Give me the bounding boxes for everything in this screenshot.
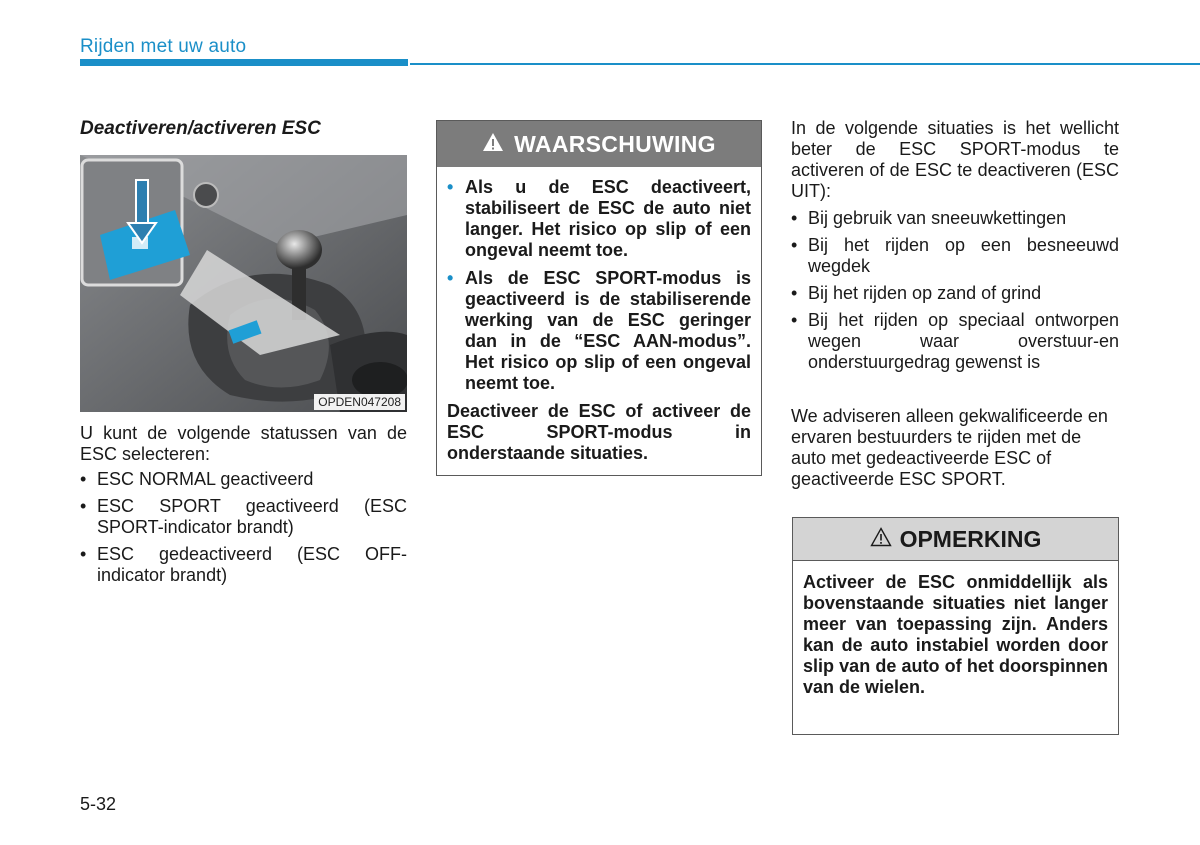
warning-triangle-icon bbox=[482, 131, 504, 158]
list-item: • Bij het rijden op speciaal ontworpen wegen waar overstuur-en onderstuurgedrag gewenst is bbox=[791, 310, 1119, 373]
warning-header bbox=[437, 121, 761, 167]
list-item: • ESC NORMAL geactiveerd bbox=[80, 469, 407, 490]
situations-list bbox=[791, 208, 1119, 379]
situations-intro: In de volgende situaties is het wellicht beter de ESC SPORT-modus te activeren of de ESC te deactiveren (ESC UIT): bbox=[791, 118, 1119, 201]
list-item: • Bij het rijden op zand of grind bbox=[791, 283, 1119, 304]
note-box bbox=[792, 517, 1119, 735]
list-item: • Bij het rijden op een besneeuwd wegdek bbox=[791, 235, 1119, 277]
header-rule-thick bbox=[80, 59, 408, 66]
warning-item: • Als u de ESC deactiveert, stabiliseert de ESC de auto niet langer. Het risico op slip of een ongeval neemt toe. bbox=[447, 177, 751, 261]
esc-button-photo bbox=[80, 155, 407, 412]
section-title: Deactiveren/activeren ESC bbox=[80, 118, 321, 139]
caution-triangle-icon bbox=[870, 526, 892, 553]
console-illustration bbox=[80, 155, 407, 412]
warning-footer: Deactiveer de ESC of activeer de ESC SPORT-modus in onderstaande situaties. bbox=[447, 401, 751, 463]
status-list bbox=[80, 469, 407, 592]
list-item: • ESC SPORT geactiveerd (ESC SPORT-indicator brandt) bbox=[80, 496, 407, 538]
image-code: OPDEN047208 bbox=[314, 394, 405, 410]
note-header bbox=[793, 518, 1118, 561]
advice-paragraph: We adviseren alleen gekwalificeerde en ervaren bestuurders te rijden met de auto met gedeactiveerde ESC of geactiveerde ESC SPORT. bbox=[791, 406, 1108, 489]
warning-box bbox=[436, 120, 762, 476]
note-heading: OPMERKING bbox=[899, 525, 1042, 552]
note-text: Activeer de ESC onmiddellijk als bovenstaande situaties niet langer meer van toepassing zijn. Anders kan de auto instabiel worden door slip van de auto of het doorspinnen van de wielen. bbox=[803, 572, 1108, 697]
warning-heading: WAARSCHUWING bbox=[514, 130, 716, 157]
list-item: • Bij gebruik van sneeuwkettingen bbox=[791, 208, 1119, 229]
page-number: 5-32 bbox=[80, 794, 117, 814]
list-item: • ESC gedeactiveerd (ESC OFF-indicator brandt) bbox=[80, 544, 407, 586]
section-header: Rijden met uw auto bbox=[80, 36, 247, 57]
header-rule-thin bbox=[410, 63, 1200, 65]
statuses-intro: U kunt de volgende statussen van de ESC selecteren: bbox=[80, 423, 407, 464]
warning-item: • Als de ESC SPORT-modus is geactiveerd is de stabiliserende werking van de ESC geringer dan in de “ESC AAN-modus”. Het risico op slip of een ongeval neemt toe. bbox=[447, 268, 751, 394]
